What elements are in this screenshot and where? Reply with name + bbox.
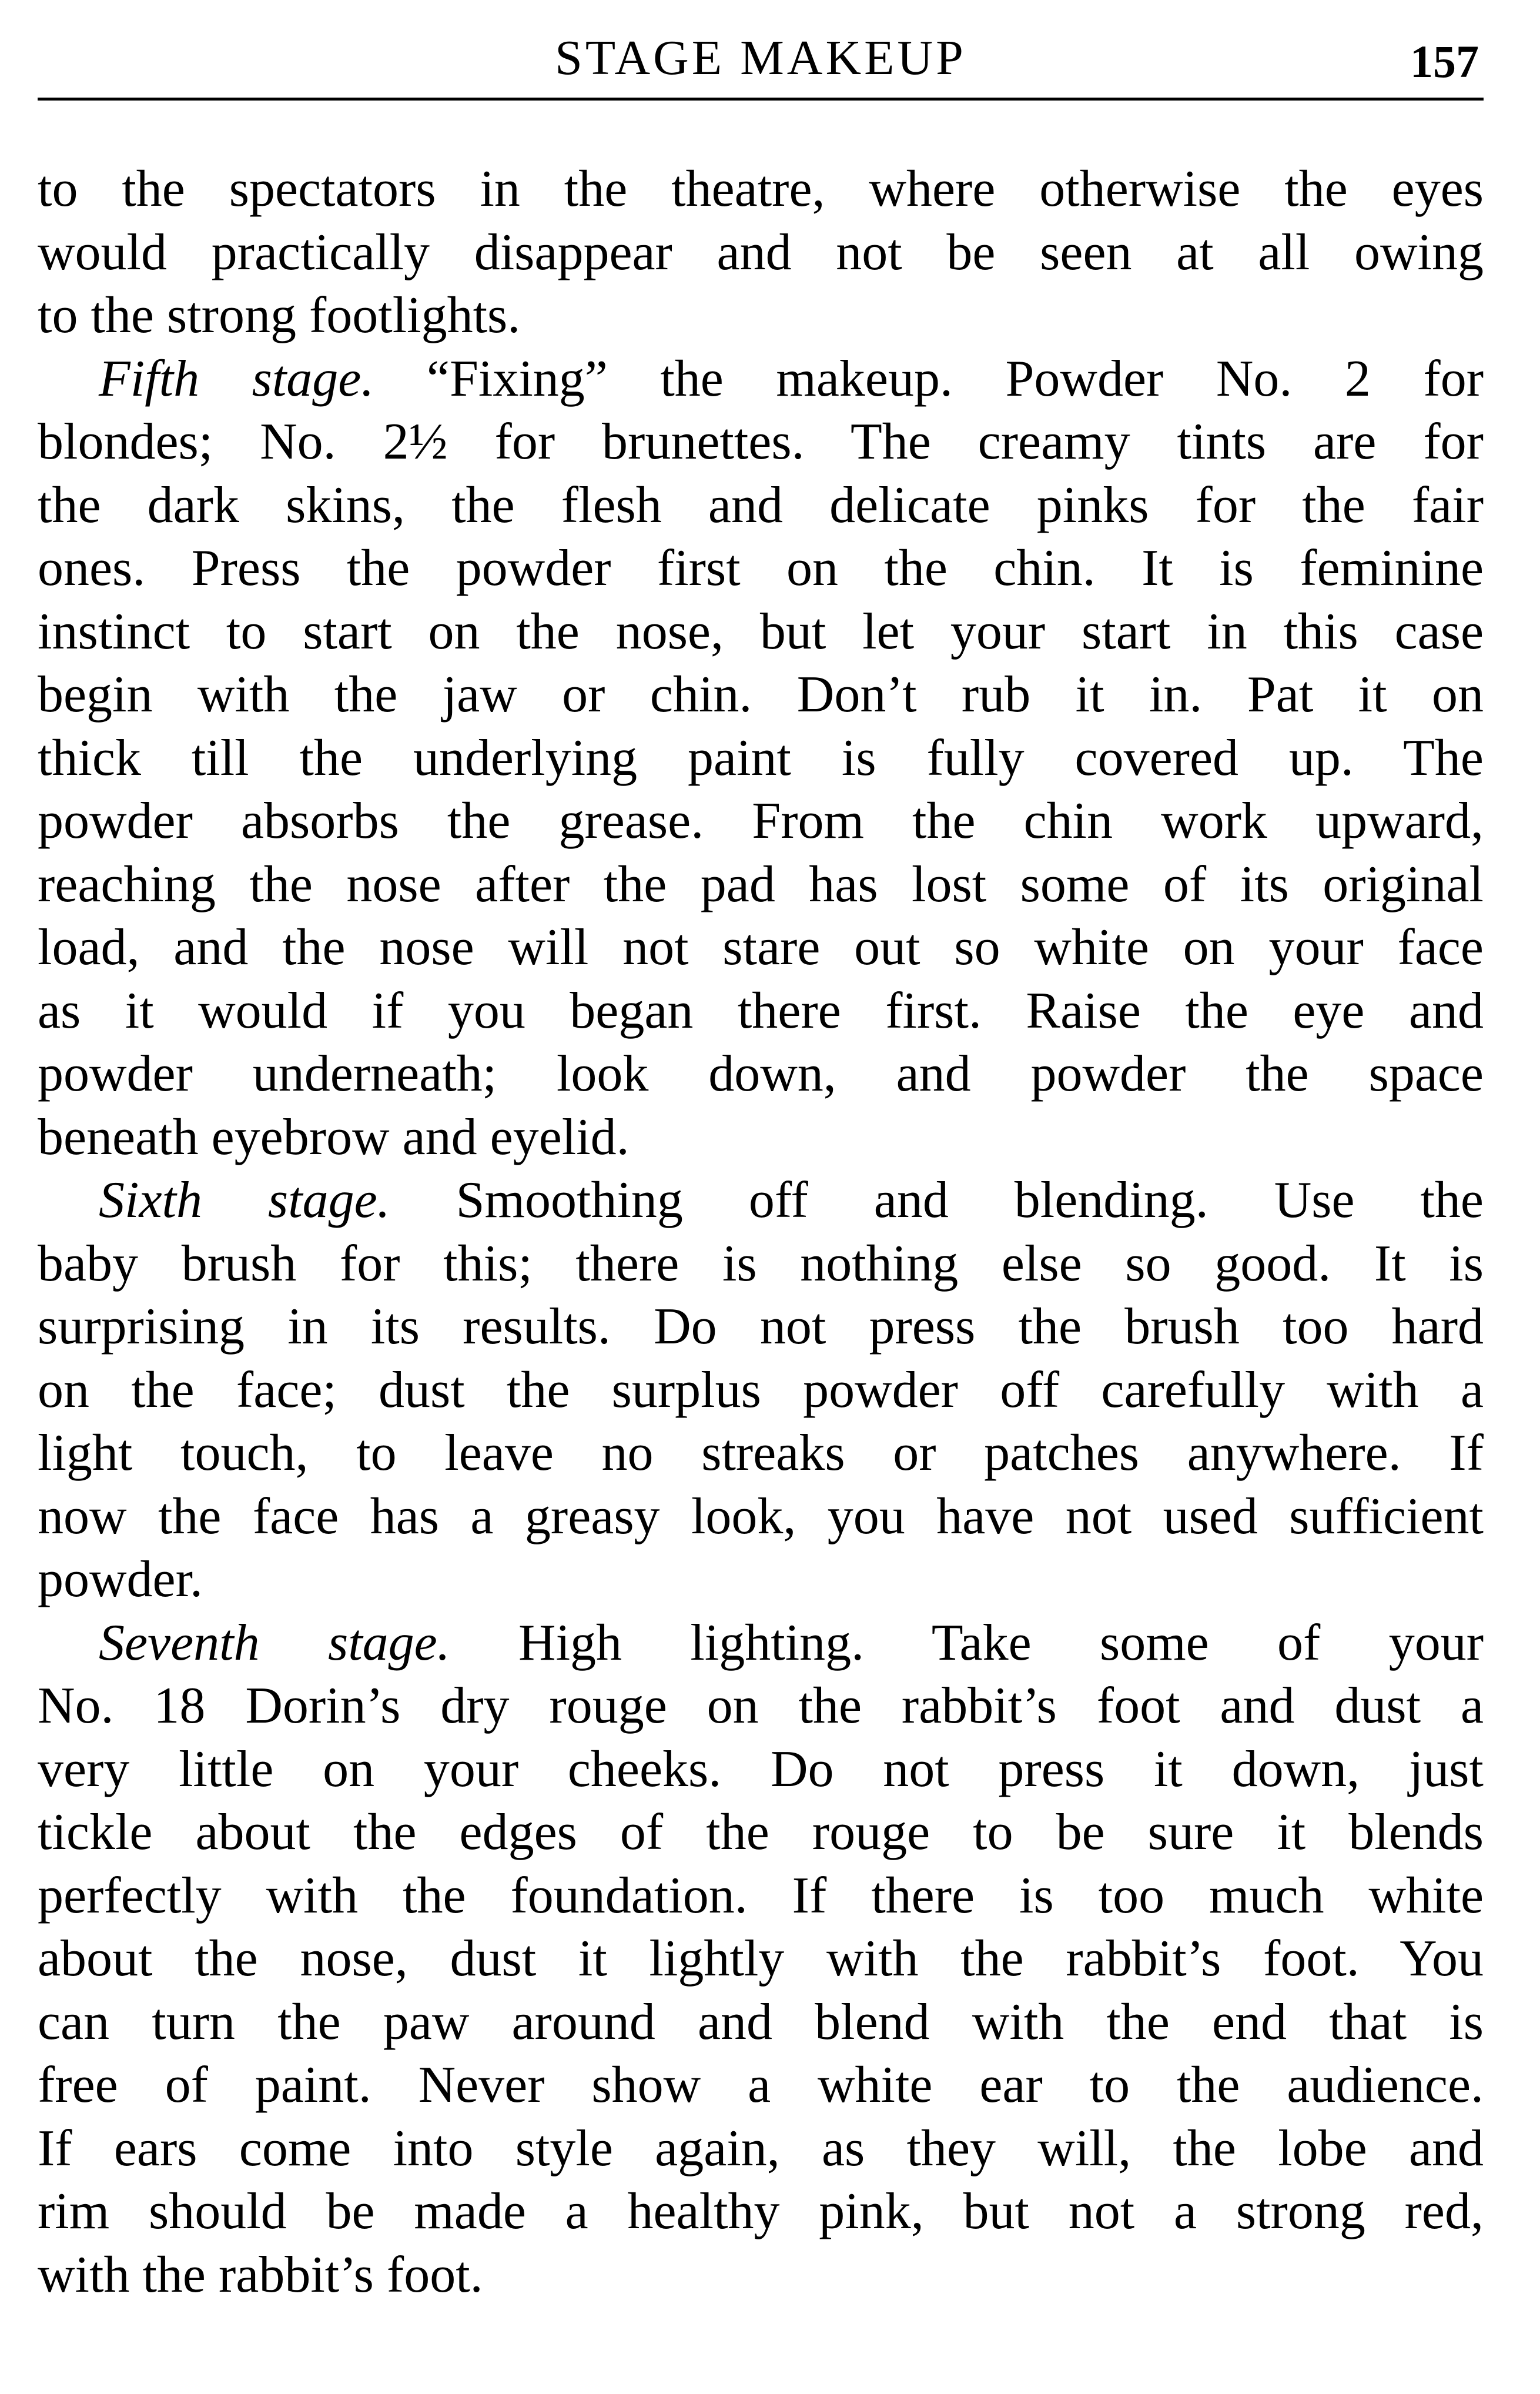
text-line: very little on your cheeks. Do not press it down, just [38,1740,1484,1798]
text-run: Smoothing off and blending. Use the [390,1172,1484,1229]
text-line: to the spectators in the theatre, where otherwise the eyes [38,161,1484,218]
text-line: can turn the paw around and blend with the end that is [38,1993,1484,2051]
page-number: 157 [1410,36,1479,87]
text-line: with the rabbit’s foot. [38,2246,483,2303]
text-line: powder. [38,1551,203,1608]
body-text [38,158,1484,2306]
text-run: High lighting. Take some of your [450,1614,1484,1671]
text-line: now the face has a greasy look, you have not used sufficient [38,1487,1484,1545]
paragraph-first-line [38,1611,1484,1675]
stage-label: Sixth stage. [99,1172,390,1229]
text-line: tickle about the edges of the rouge to be sure it blends [38,1804,1484,1861]
text-line: ones. Press the powder first on the chin. It is feminine [38,540,1484,597]
paragraph-first-line [38,347,1484,411]
text-line: perfectly with the foundation. If there is too much white [38,1867,1484,1924]
text-line: No. 18 Dorin’s dry rouge on the rabbit’s foot and dust a [38,1677,1484,1734]
text-line: about the nose, dust it lightly with the rabbit’s foot. You [38,1930,1484,1987]
running-head: STAGE MAKEUP [555,31,966,85]
text-line: to the strong footlights. [38,287,521,344]
text-line: as it would if you began there first. Raise the eye and [38,982,1484,1039]
text-line: instinct to start on the nose, but let your start in this case [38,603,1484,660]
page-header [38,24,1484,88]
text-line: beneath eyebrow and eyelid. [38,1108,630,1166]
text-line: reaching the nose after the pad has lost some of its original [38,855,1484,913]
text-line: blondes; No. 2½ for brunettes. The creamy tints are for [38,413,1484,470]
text-line: rim should be made a healthy pink, but not a strong red, [38,2183,1484,2240]
text-line: surprising in its results. Do not press the brush too hard [38,1298,1484,1355]
text-line: thick till the underlying paint is fully covered up. The [38,729,1484,787]
text-line: free of paint. Never show a white ear to the audience. [38,2057,1484,2114]
text-line: If ears come into style again, as they will, the lobe and [38,2119,1484,2177]
paragraph-first-line [38,1169,1484,1232]
text-line: would practically disappear and not be seen at all owing [38,223,1484,281]
text-line: powder absorbs the grease. From the chin work upward, [38,793,1484,850]
text-line: powder underneath; look down, and powder the space [38,1045,1484,1102]
text-run: “Fixing” the makeup. Powder No. 2 for [374,350,1484,407]
text-line: begin with the jaw or chin. Don’t rub it in. Pat it on [38,666,1484,723]
text-line: on the face; dust the surplus powder off carefully with a [38,1361,1484,1419]
stage-label: Fifth stage. [99,350,374,407]
text-line: baby brush for this; there is nothing else so good. It is [38,1235,1484,1292]
header-rule [38,98,1484,101]
text-line: the dark skins, the flesh and delicate pinks for the fair [38,476,1484,534]
text-line: load, and the nose will not stare out so white on your face [38,919,1484,976]
text-line: light touch, to leave no streaks or patches anywhere. If [38,1425,1484,1482]
stage-label: Seventh stage. [99,1614,450,1671]
